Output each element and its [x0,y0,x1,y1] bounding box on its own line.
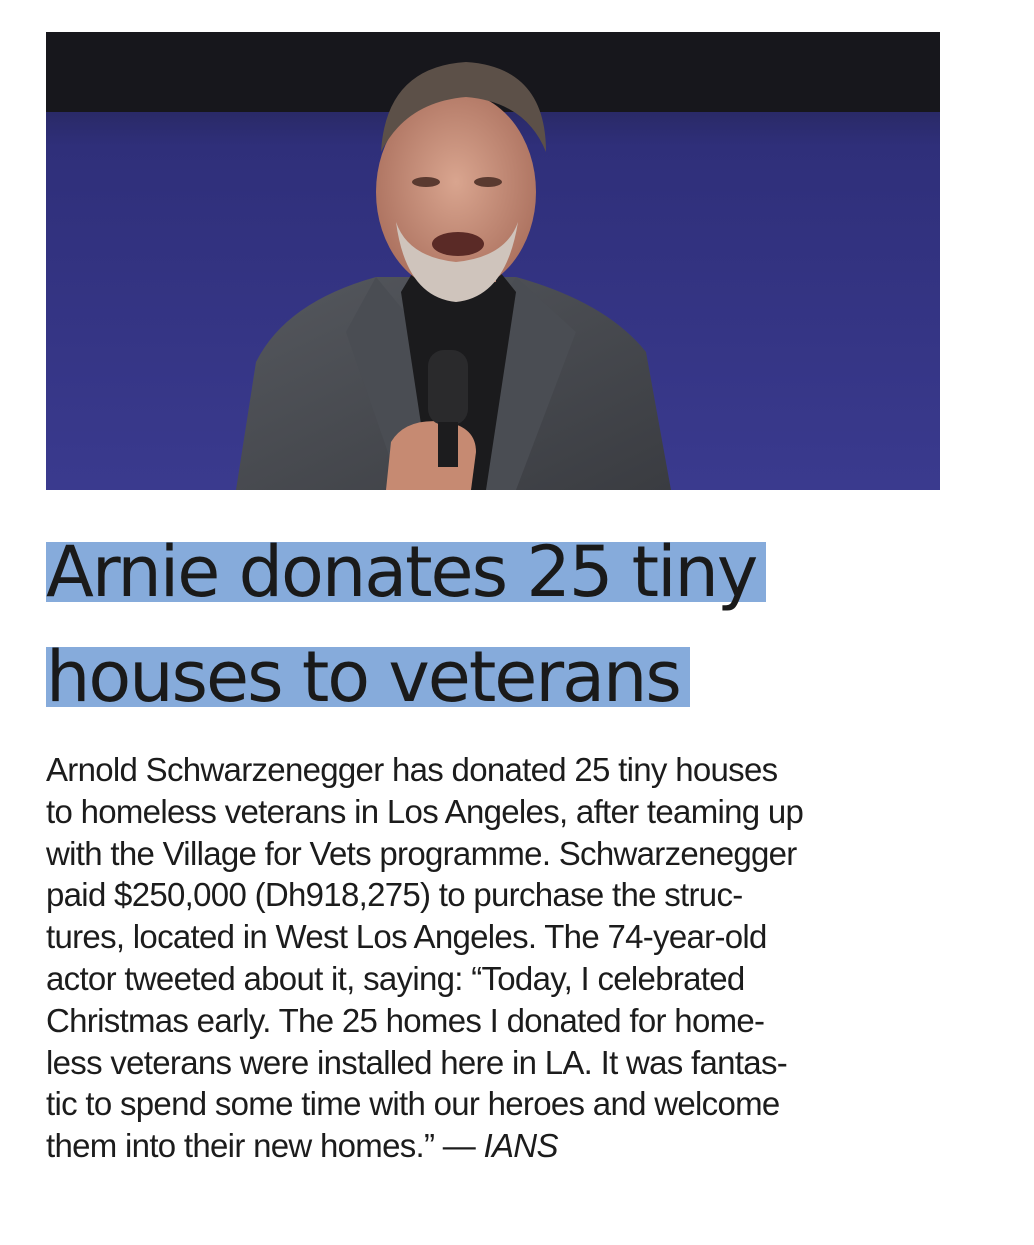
headline-line-1: Arnie donates 25 tiny [46,542,766,602]
body-line: tures, located in West Los Angeles. The 74-year-old [46,918,767,956]
headline [46,527,946,722]
body-line: Christmas early. The 25 homes I donated for home- [46,1001,765,1039]
body-line: with the Village for Vets programme. Schwarzenegger [46,834,797,872]
body-line: less veterans were installed here in LA. It was fantas- [46,1043,788,1081]
headline-line-2: houses to veterans [46,647,690,707]
body-last-line [46,1125,946,1167]
body-line: actor tweeted about it, saying: “Today, I celebrated [46,959,745,997]
article-body [46,749,946,1167]
byline-credit: IANS [483,1127,558,1165]
body-line: paid $250,000 (Dh918,275) to purchase the struc- [46,876,743,914]
body-line: Arnold Schwarzenegger has donated 25 tiny houses [46,751,778,788]
body-line: tic to spend some time with our heroes and welcome [46,1085,780,1123]
body-last-line-text: them into their new homes.” — [46,1127,484,1165]
body-line: to homeless veterans in Los Angeles, after teaming up [46,792,804,830]
article-photo [46,32,940,490]
